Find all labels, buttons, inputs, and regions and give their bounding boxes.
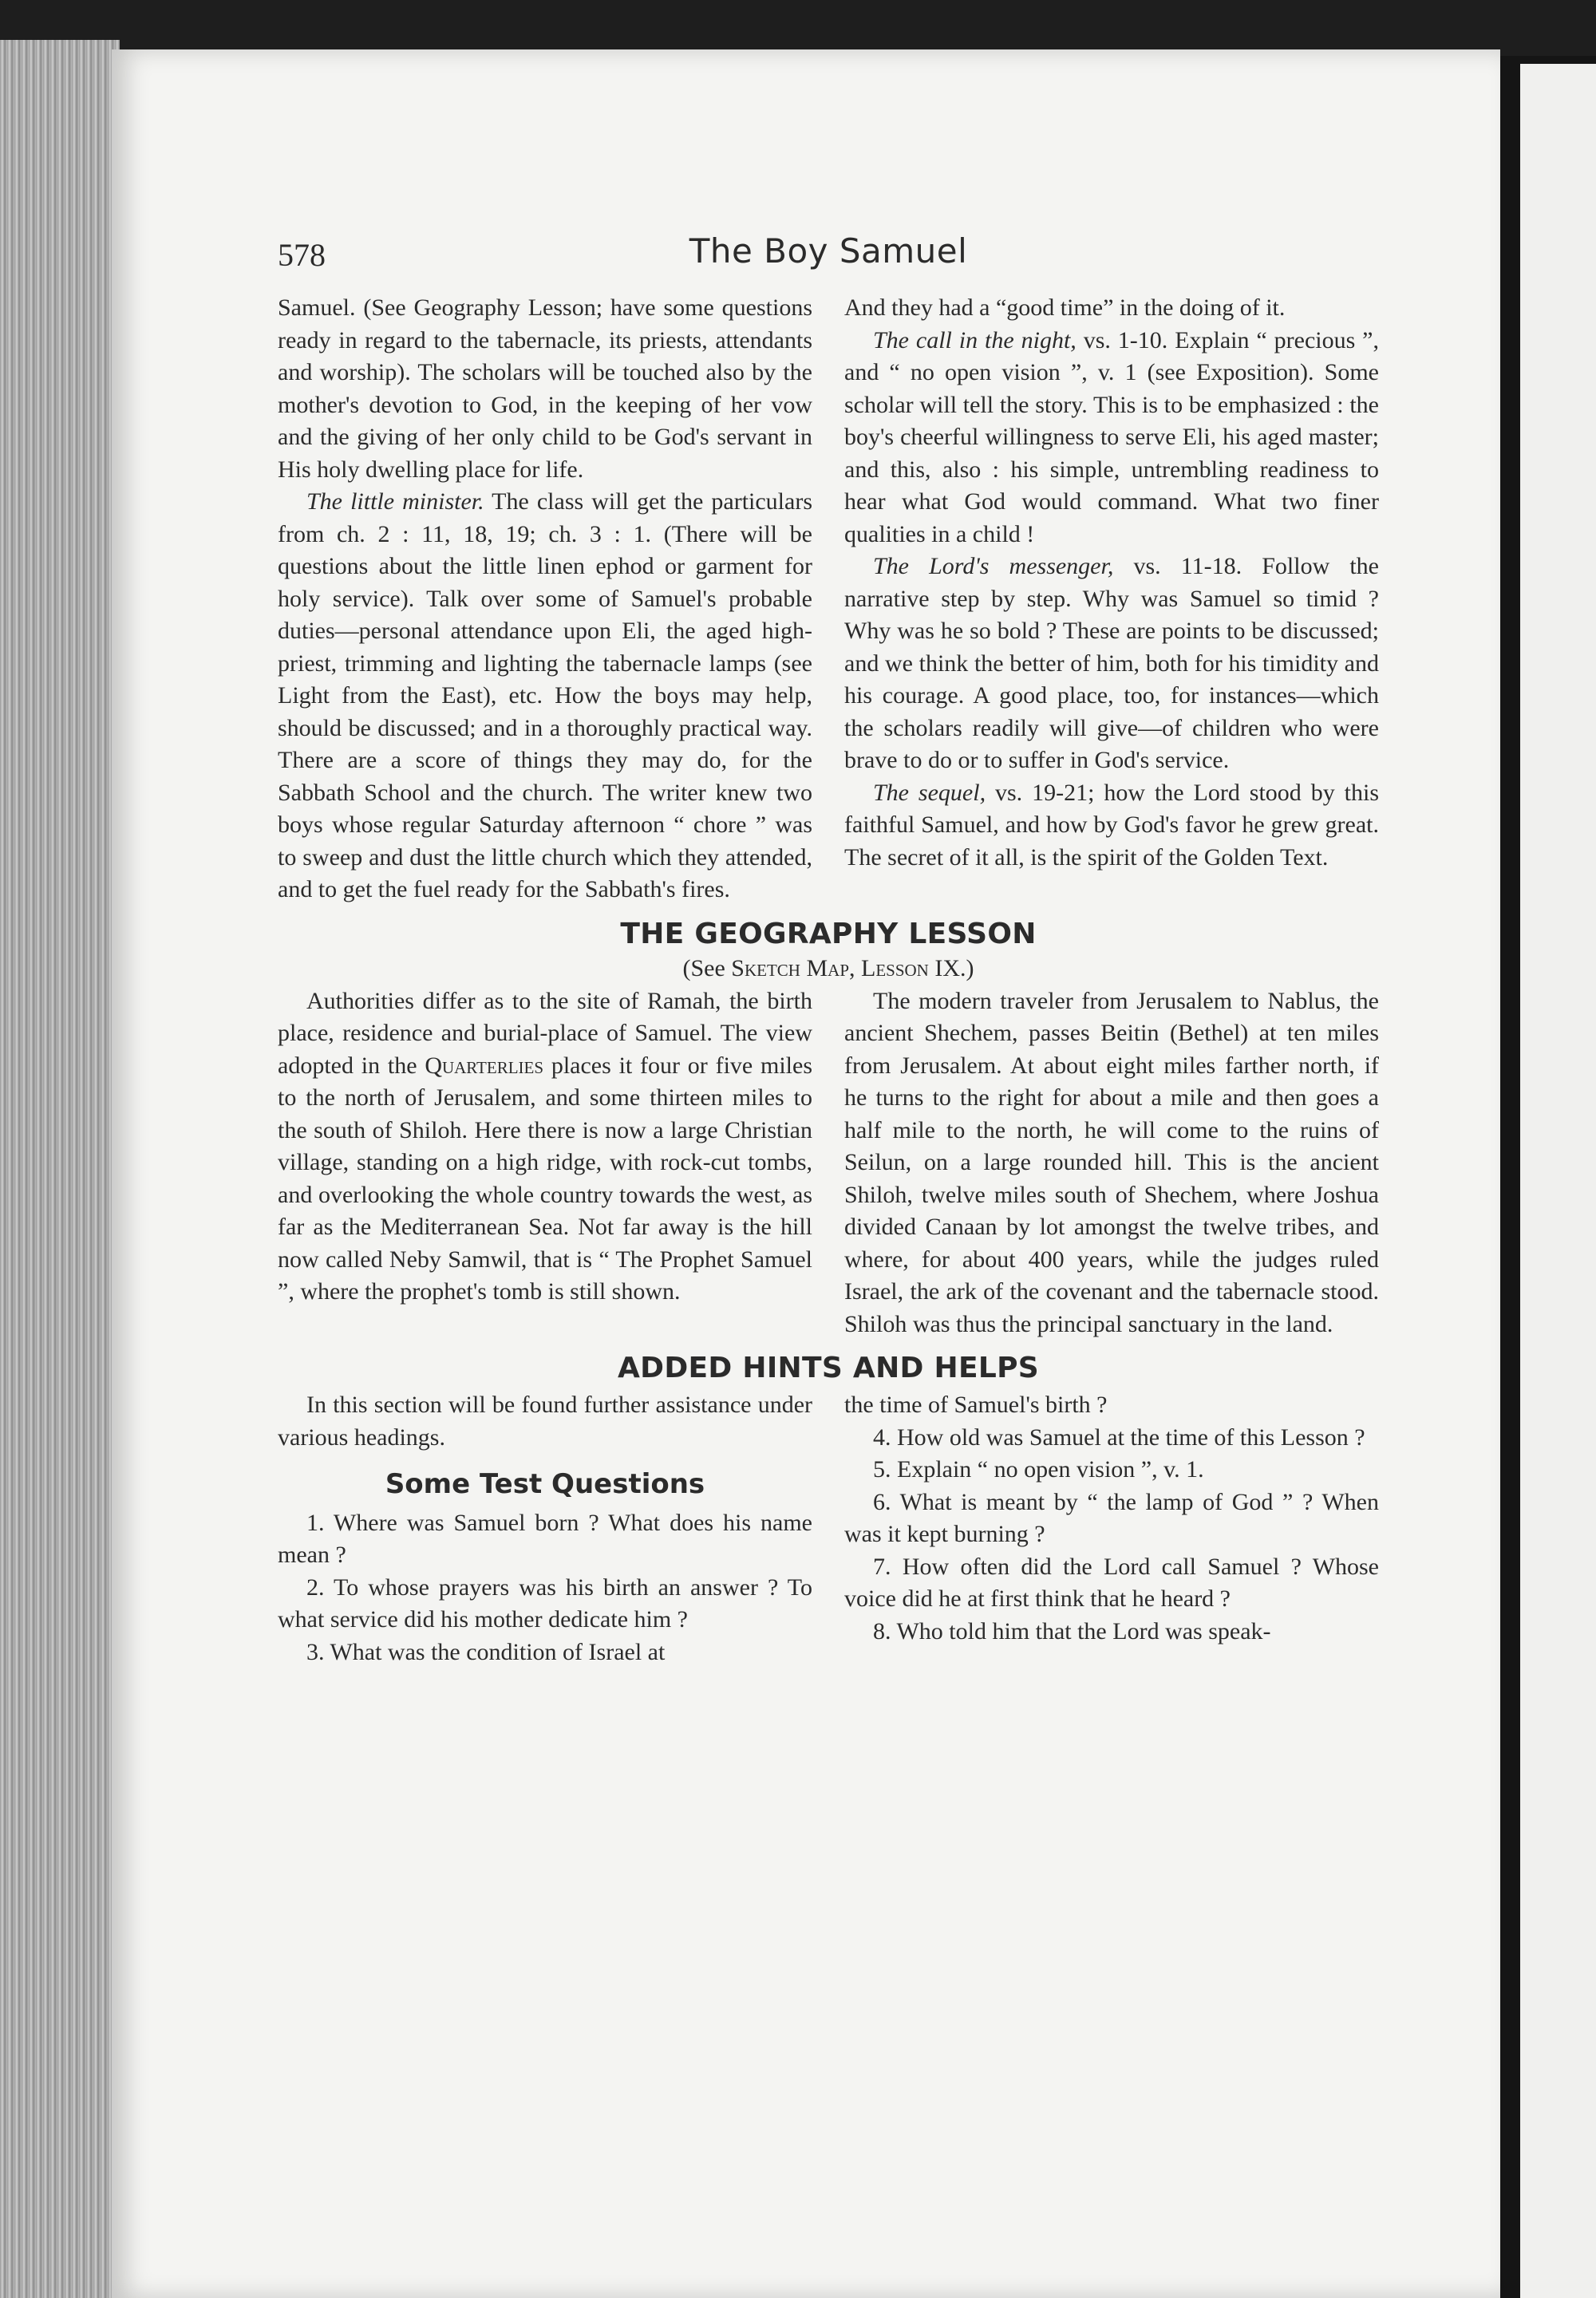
geography-columns — [278, 985, 1379, 1341]
paragraph-lead: The call in the night, — [873, 326, 1077, 353]
hints-intro: In this section will be found further assistance under various headings. — [278, 1392, 812, 1451]
geography-title: THE GEOGRAPHY LESSON — [620, 917, 1037, 950]
geography-reference: (See Sketch Map, Lesson IX.) — [682, 954, 974, 981]
lesson-columns — [278, 292, 1379, 906]
paragraph-lead: The little minister. — [306, 488, 484, 515]
paragraph: Authorities differ as to the site of Ramah, the birth place, residence and burial-place of Samuel. The view adopted in the Quarterlies places it four or five miles to the north of Jerusalem, and some thirteen miles to the south of Shiloh. Here there is now a large Christian village, standing on a high ridge, with rock-cut tombs, and overlooking the whole country towards the west, as far as the Mediterranean Sea. Not far away is the hill now called Neby Samwil, that is “ The Prophet Samuel ”, where the prophet's tomb is still shown. — [278, 987, 812, 1305]
question-item: 4. How old was Samuel at the time of this Lesson ? — [873, 1423, 1365, 1451]
hints-right-column — [844, 1389, 1379, 1668]
scan-top-shadow — [0, 0, 1596, 56]
paragraph-lead: The Lord's messenger, — [873, 553, 1114, 579]
hints-title: ADDED HINTS AND HELPS — [618, 1352, 1039, 1384]
questions-title: Some Test Questions — [385, 1468, 705, 1500]
page-header — [278, 231, 1379, 292]
paragraph: The little minister. The class will get the particulars from ch. 2 : 11, 18, 19; ch. 3 : 1. (There will be questions about the little linen ephod or garment for holy service). Talk over some of Samuel's probable duties—personal attendance upon Eli, the aged high-priest, trimming and lighting the tabernacle lamps (see Light from the East), etc. How the boys may help, should be discussed; and in a thoroughly practical way. There are a score of things they may do, for the Sabbath School and the church. The writer knew two boys whose regular Saturday afternoon “ chore ” was to sweep and dust the little church which they attended, and to get the fuel ready for the Sabbath's fires. — [278, 488, 812, 902]
question-item: 3. What was the condition of Israel at — [306, 1638, 666, 1665]
geography-right-column — [844, 985, 1379, 1341]
question-continuation: the time of Samuel's birth ? — [844, 1392, 1108, 1418]
facing-page-strip — [1520, 64, 1596, 2298]
question-item: 7. How often did the Lord call Samuel ? Whose voice did he at first think that he heard ? — [844, 1553, 1379, 1612]
hints-columns — [278, 1389, 1379, 1668]
page-content — [278, 231, 1379, 1668]
question-item: 5. Explain “ no open vision ”, v. 1. — [873, 1456, 1204, 1483]
paragraph: The modern traveler from Jerusalem to Nablus, the ancient Shechem, passes Beitin (Bethel) at ten miles from Jerusalem. At about eight miles farther north, if he turns to the right for about a mile and then goes a half mile to the north, he will come to the ruins of Seilun, on a large rounded hill. This is the ancient Shiloh, twelve miles south of Shechem, where Joshua divided Canaan by lot amongst the twelve tribes, and where, for about 400 years, while the judges ruled Israel, the ark of the covenant and the tabernacle stood. Shiloh was thus the principal sanctuary in the land. — [844, 987, 1379, 1337]
question-item: 1. Where was Samuel born ? What does his name mean ? — [278, 1509, 812, 1568]
lesson-right-column — [844, 292, 1379, 906]
paragraph: The call in the night, vs. 1-10. Explain “ precious ”, and “ no open vision ”, v. 1 (see Exposition). Some scholar will tell the story. This is to be emphasized : the boy's cheerful willingness to serve Eli, his aged master; and this, also : his simple, untrembling readiness to hear what God would command. What two finer qualities in a child ! — [844, 326, 1379, 547]
page-number: 578 — [278, 237, 326, 273]
paragraph: Samuel. (See Geography Lesson; have some questions ready in regard to the tabernacle, its priests, attendants and worship). The scholars will be touched also by the mother's devotion to God, in the keeping of her vow and the giving of her only child to be God's servant in His holy dwelling place for life. — [278, 294, 812, 483]
question-item: 2. To whose prayers was his birth an answer ? To what service did his mother dedicate him ? — [278, 1573, 812, 1633]
book-page-edges — [0, 40, 120, 2298]
lesson-left-column — [278, 292, 812, 906]
paragraph: And they had a “good time” in the doing of it. — [844, 294, 1286, 321]
geography-left-column — [278, 985, 812, 1341]
running-title: The Boy Samuel — [689, 231, 968, 270]
paragraph-lead: The sequel, — [873, 779, 986, 806]
hints-left-column — [278, 1389, 812, 1668]
paragraph: The sequel, vs. 19-21; how the Lord stood by this faithful Samuel, and how by God's favor he grew great. The secret of it all, is the spirit of the Golden Text. — [844, 779, 1379, 871]
paragraph: The Lord's messenger, vs. 11-18. Follow the narrative step by step. Why was Samuel so timid ? Why was he so bold ? These are points to be discussed; and we think the better of him, both for his timidity and his courage. A good place, too, for instances—which the scholars readily will give—of children who were brave to do or to suffer in God's service. — [844, 553, 1379, 773]
question-item: 8. Who told him that the Lord was speak- — [873, 1617, 1271, 1645]
question-item: 6. What is meant by “ the lamp of God ” ? When was it kept burning ? — [844, 1488, 1379, 1547]
